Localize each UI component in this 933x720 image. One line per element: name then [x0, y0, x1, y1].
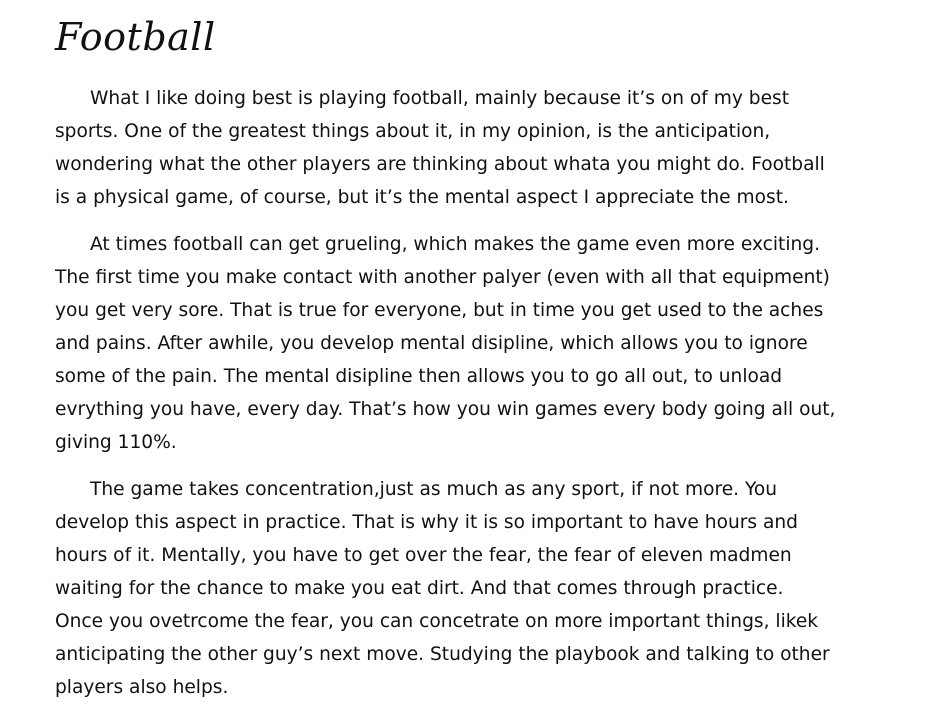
- paragraph-line: evrything you have, every day. That’s how you win games every body going all out,: [55, 399, 836, 420]
- paragraph-line: The game takes concentration,just as much as any sport, if not more. You: [90, 479, 778, 500]
- paragraph-line: sports. One of the greatest things about it, in my opinion, is the anticipation,: [55, 121, 771, 142]
- paragraph-line: waiting for the chance to make you eat dirt. And that comes through practice.: [55, 578, 784, 599]
- paragraph-line: is a physical game, of course, but it’s the mental aspect I appreciate the most.: [55, 187, 789, 208]
- document-page: [55, 10, 915, 718]
- paragraph-line: develop this aspect in practice. That is why it is so important to have hours and: [55, 512, 798, 533]
- paragraph-line: What I like doing best is playing football, mainly because it’s on of my best: [90, 88, 789, 109]
- paragraph-line: The first time you make contact with another palyer (even with all that equipment): [55, 267, 830, 288]
- paragraph-line: some of the pain. The mental disipline then allows you to go all out, to unload: [55, 366, 783, 387]
- paragraph-line: anticipating the other guy’s next move. Studying the playbook and talking to other: [55, 644, 830, 665]
- paragraph-line: hours of it. Mentally, you have to get over the fear, the fear of eleven madmen: [55, 545, 792, 566]
- paragraph-3: [55, 473, 915, 704]
- paragraph-1: [55, 82, 915, 214]
- document-title: Football: [55, 15, 216, 59]
- paragraph-line: At times football can get grueling, which makes the game even more exciting.: [90, 234, 820, 255]
- paragraph-line: giving 110%.: [55, 432, 177, 453]
- paragraph-line: and pains. After awhile, you develop mental disipline, which allows you to ignore: [55, 333, 808, 354]
- paragraph-line: players also helps.: [55, 677, 229, 698]
- paragraph-line: Once you ovetrcome the fear, you can concetrate on more important things, likek: [55, 611, 819, 632]
- paragraph-line: wondering what the other players are thinking about whata you might do. Football: [55, 154, 825, 175]
- paragraph-2: [55, 228, 915, 459]
- paragraph-line: you get very sore. That is true for everyone, but in time you get used to the aches: [55, 300, 824, 321]
